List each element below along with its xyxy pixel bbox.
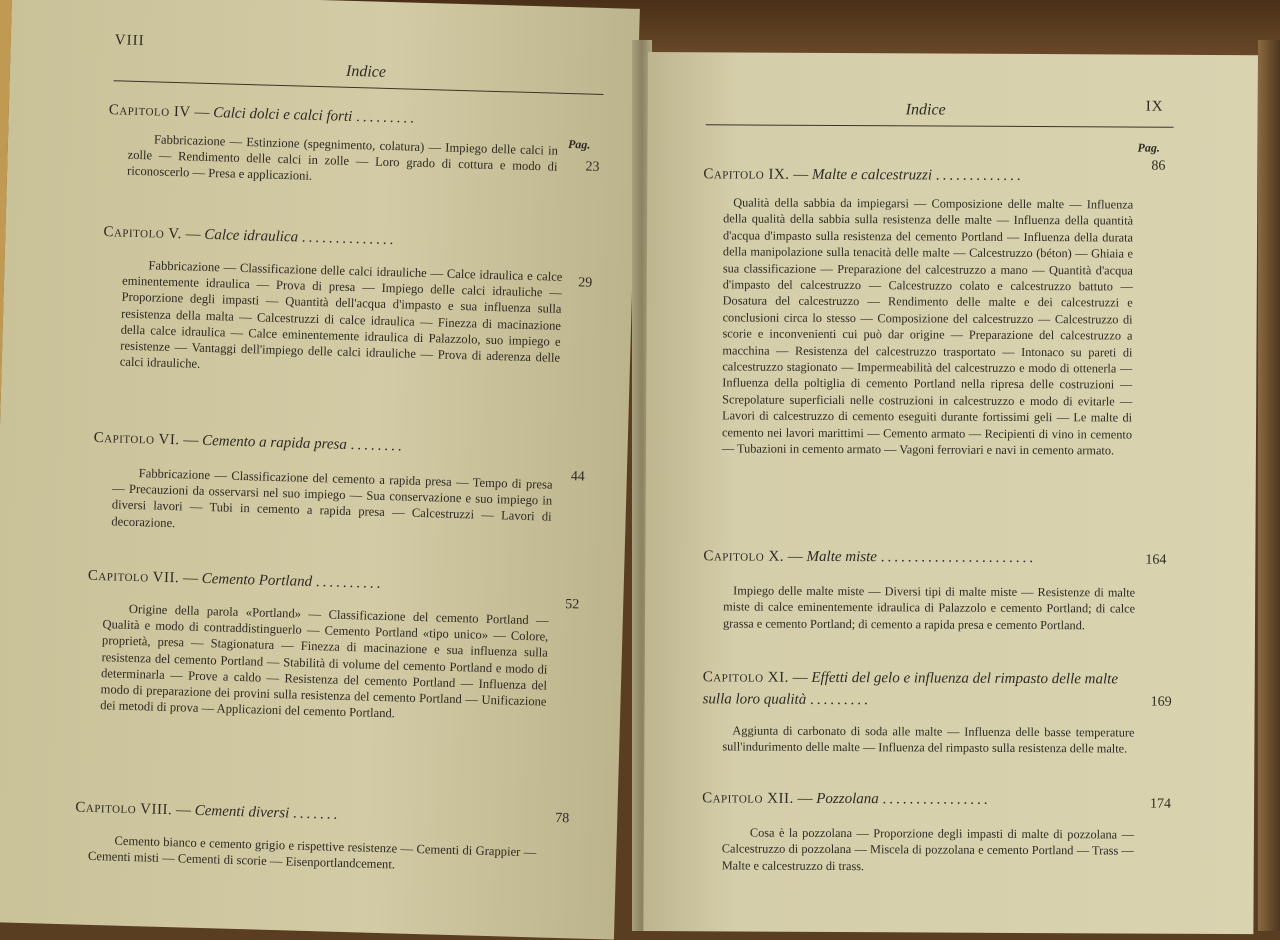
chapter-description: Aggiunta di carbonato di soda alle malte — Influenza delle basse temperature sull'indurimento delle malte — Influenza del rimpasto sulla resistenza delle malte. <box>722 723 1135 756</box>
chapter-heading[interactable]: Capitolo VII. — Cemento Portland .......... <box>87 567 384 592</box>
header-rule <box>706 124 1174 127</box>
chapter-title: Cemento Portland <box>201 570 313 591</box>
chapter-page-number: 29 <box>577 275 593 291</box>
right-page-header: Indice <box>905 101 946 119</box>
chapter-description: Fabbricazione — Classificazione delle calci idrauliche — Calce idraulica e calce eminentemente idraulica — Prova di presa — Impiego delle calci idrauliche — Proporzione degli impasti — Quantità dell'acqua d'impasto e sua influenza sulla resistenza della malta — Calcestruzzi di calce idraulica — Finezza di macinazione della calce idraulica — Calce eminentemente idraulica di Palazzolo, suo impiego e resistenze — Vantaggi dell'impiego delle calci idrauliche — Prova di aderenza delle calci idrauliche. <box>119 258 563 372</box>
right-page <box>643 52 1258 934</box>
chapter-page-number: 169 <box>1150 694 1172 710</box>
chapter-heading[interactable]: Capitolo IX. — Malte e calcestruzzi ............. <box>703 166 1024 184</box>
chapter-description: Origine della parola «Portland» — Classificazione del cemento Portland — Qualità e modo di contraddistinguerlo — Cemento Portland «tipo unico» — Colore, proprietà, presa — Stagionatura — Finezza di macinazione e sua influenza sulla resistenza del cemento Portland — Stabilità di volume del cemento Portland e modo di determinarla — Prove a caldo — Resistenza del cemento Portland — Influenza del modo di preparazione dei provini sulla resistenza del cemento Portland — Unificazione dei metodi di prova — Applicazioni del cemento Portland. <box>100 601 549 721</box>
chapter-title: Calce idraulica <box>204 226 299 246</box>
chapter-label: Capitolo XI. <box>702 669 789 686</box>
pag-label: Pag. <box>1137 140 1160 155</box>
chapter-page-number: 23 <box>585 159 600 175</box>
left-page-header: Indice <box>345 62 387 81</box>
chapter-page-number: 174 <box>1150 796 1172 812</box>
chapter-heading[interactable]: Capitolo VI. — Cemento a rapida presa ........ <box>93 429 405 455</box>
chapter-title: Calci dolci e calci forti <box>213 105 353 125</box>
chapter-label: Capitolo V. <box>103 224 183 243</box>
chapter-title: Malte miste <box>806 548 878 566</box>
chapter-label: Capitolo VIII. <box>75 799 173 819</box>
chapter-label: Capitolo IX. <box>703 166 790 183</box>
chapter-title: Malte e calcestruzzi <box>812 166 933 184</box>
chapter-heading[interactable]: Capitolo V. — Calce idraulica .............. <box>103 224 397 249</box>
chapter-heading[interactable]: Capitolo XI. — Effetti del gelo e influenza del rimpasto delle malte sulla loro qualità ......... <box>702 669 1119 709</box>
chapter-label: Capitolo IV <box>108 102 191 121</box>
chapter-description: Fabbricazione — Classificazione del cemento a rapida presa — Tempo di presa — Precauzioni da osservarsi nel suo impiego — Sua conservazione e suo impiego in diversi lavori — Tubi in cemento a rapida presa — Calcestruzzi — Lavori di decorazione. <box>111 466 553 530</box>
chapter-description: Cemento bianco e cemento grigio e rispettive resistenze — Cementi di Grappier — Cementi misti — Cementi di scorie — Eisenportlandcement. <box>87 833 537 872</box>
chapter-description: Fabbricazione — Estinzione (spegnimento, colatura) — Impiego delle calci in zolle — Rendimento delle calci in zolle — Loro grado di cottura e modo di riconoscerlo — Presa e applicazioni. <box>126 132 559 184</box>
chapter-title: Pozzolana <box>816 790 879 808</box>
header-rule <box>114 80 604 95</box>
chapter-heading[interactable]: Capitolo VIII. — Cementi diversi ....... <box>75 799 341 823</box>
chapter-label: Capitolo XII. <box>702 790 794 807</box>
chapter-page-number: 44 <box>570 469 585 485</box>
chapter-description: Impiego delle malte miste — Diversi tipi di malte miste — Resistenze di malte miste di calce eminentemente idraulica di Palazzolo e cemento Portland; di calce grassa e cemento Portland; di cemento a rapida presa e cemento Portland. <box>722 583 1136 633</box>
desk-edge <box>1258 40 1280 931</box>
right-page-number: IX <box>1145 98 1164 115</box>
left-page-number: VIII <box>114 32 145 50</box>
chapter-title: Cemento a rapida presa <box>201 432 348 453</box>
chapter-page-number: 52 <box>565 597 580 613</box>
chapter-page-number: 164 <box>1145 552 1167 568</box>
chapter-heading[interactable]: Capitolo X. — Malte miste ....................... <box>703 548 1037 567</box>
chapter-description: Cosa è la pozzolana — Proporzione degli impasti di malte di pozzolana — Calcestruzzo di pozzolana — Miscela di pozzolana e cemento Portland — Trass — Malte e calcestruzzo di trass. <box>721 825 1134 873</box>
chapter-description: Qualità della sabbia da impiegarsi — Composizione delle malte — Influenza della qualità della sabbia sulla resistenza delle malte — Influenza della quantità d'acqua d'impasto sulla resistenza del cemento Portland — Influenza della durata della manipolazione sulla tenacità delle malte — Calcestruzzo (béton) — Ghiaia e sua classificazione — Preparazione del calcestruzzo a mano — Quantità d'acqua d'impasto del calcestruzzo — Calcestruzzo colato e calcestruzzo battuto — Dosatura del calcestruzzo — Rendimento delle malte e dei calcestruzzi e conclusioni circa lo stesso — Composizione del calcestruzzo — Calcestruzzo di scorie e inconvenienti cui può dar origine — Preparazione del calcestruzzo a macchina — Resistenza del calcestruzzo trasportato — Intonaco su pareti di calcestruzzo stagionato — Impermeabilità del calcestruzzo e modo di ottenerla — Influenza della poltiglia di cemento Portland nella ripresa delle costruzioni — Screpolature superficiali nelle costruzioni in calcestruzzo e modo di evitarle — Lavori di calcestruzzo di cemento eseguiti durante fortissimi geli — Le malte di cemento nei lavori marittimi — Cemento armato — Recipienti di vino in cemento — Tubazioni in cemento armato — Vagoni ferroviari e navi in cemento armato. <box>721 195 1134 458</box>
chapter-heading[interactable]: Capitolo IV — Calci dolci e calci forti ......... <box>108 102 418 127</box>
chapter-page-number: 78 <box>555 810 570 827</box>
chapter-page-number: 86 <box>1151 158 1166 174</box>
chapter-label: Capitolo X. <box>703 548 785 565</box>
chapter-label: Capitolo VI. <box>93 429 180 449</box>
chapter-label: Capitolo VII. <box>87 567 180 587</box>
chapter-heading[interactable]: Capitolo XII. — Pozzolana ................ <box>702 790 991 808</box>
chapter-title: Cementi diversi <box>194 802 290 822</box>
chapter-title: Effetti del gelo e influenza del rimpasto delle malte sulla loro qualità <box>702 669 1119 708</box>
pag-label: Pag. <box>567 136 591 152</box>
